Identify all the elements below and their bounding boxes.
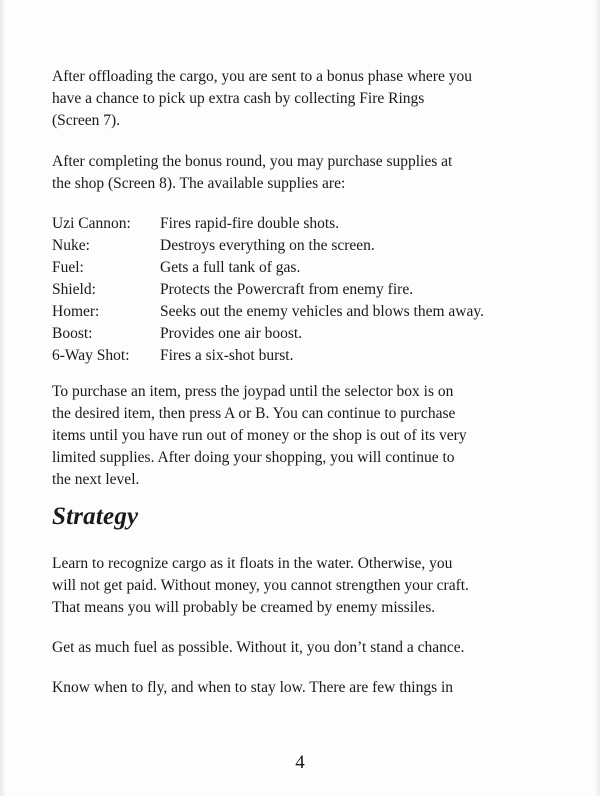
- paragraph-purchase: [52, 381, 552, 491]
- supply-description: Gets a full tank of gas.: [160, 259, 301, 276]
- supply-name: Fuel:: [52, 259, 84, 276]
- text-line: To purchase an item, press the joypad until the selector box is on: [52, 383, 454, 400]
- text-line: limited supplies. After doing your shopping, you will continue to: [52, 449, 455, 466]
- text-line: Know when to fly, and when to stay low. There are few things in: [52, 679, 454, 696]
- text-line: Learn to recognize cargo as it floats in the water. Otherwise, you: [52, 555, 453, 572]
- page-edge-left: [0, 0, 6, 796]
- paragraph-cargo: [52, 553, 552, 619]
- paragraph-fuel: [52, 637, 552, 659]
- supply-name: Uzi Cannon:: [52, 215, 131, 232]
- supply-item: [52, 301, 572, 323]
- supply-name: Homer:: [52, 303, 100, 320]
- supply-description: Destroys everything on the screen.: [160, 237, 375, 254]
- supply-item: [52, 213, 572, 235]
- supply-item: [52, 345, 572, 367]
- text-line: Get as much fuel as possible. Without it, you don’t stand a chance.: [52, 639, 465, 656]
- text-line: After completing the bonus round, you may purchase supplies at: [52, 153, 453, 170]
- supply-item: [52, 235, 572, 257]
- text-line: (Screen 7).: [52, 112, 120, 129]
- supply-description: Seeks out the enemy vehicles and blows them away.: [160, 303, 484, 320]
- supply-description: Fires a six-shot burst.: [160, 347, 294, 364]
- supply-name: Boost:: [52, 325, 93, 342]
- supply-description: Provides one air boost.: [160, 325, 303, 342]
- supply-item: [52, 323, 572, 345]
- text-line: That means you will probably be creamed by enemy missiles.: [52, 599, 436, 616]
- text-line: the desired item, then press A or B. You can continue to purchase: [52, 405, 456, 422]
- page-number: 4: [295, 752, 305, 773]
- section-heading: Strategy: [52, 503, 139, 530]
- text-line: items until you have run out of money or the shop is out of its very: [52, 427, 467, 444]
- supply-name: 6-Way Shot:: [52, 347, 130, 364]
- supply-description: Fires rapid-fire double shots.: [160, 215, 340, 232]
- text-line: will not get paid. Without money, you cannot strengthen your craft.: [52, 577, 469, 594]
- supply-description: Protects the Powercraft from enemy fire.: [160, 281, 414, 298]
- supply-name: Shield:: [52, 281, 96, 298]
- text-line: the next level.: [52, 471, 140, 488]
- page-edge-right: [594, 0, 600, 796]
- text-line: the shop (Screen 8). The available supplies are:: [52, 175, 346, 192]
- paragraph-bonus-phase: [52, 66, 552, 132]
- paragraph-fly: [52, 677, 552, 699]
- supply-item: [52, 279, 572, 301]
- supply-item: [52, 257, 572, 279]
- supply-name: Nuke:: [52, 237, 90, 254]
- supplies-list: [52, 213, 572, 367]
- text-line: After offloading the cargo, you are sent to a bonus phase where you: [52, 68, 472, 85]
- paragraph-shop: [52, 151, 552, 195]
- text-line: have a chance to pick up extra cash by collecting Fire Rings: [52, 90, 425, 107]
